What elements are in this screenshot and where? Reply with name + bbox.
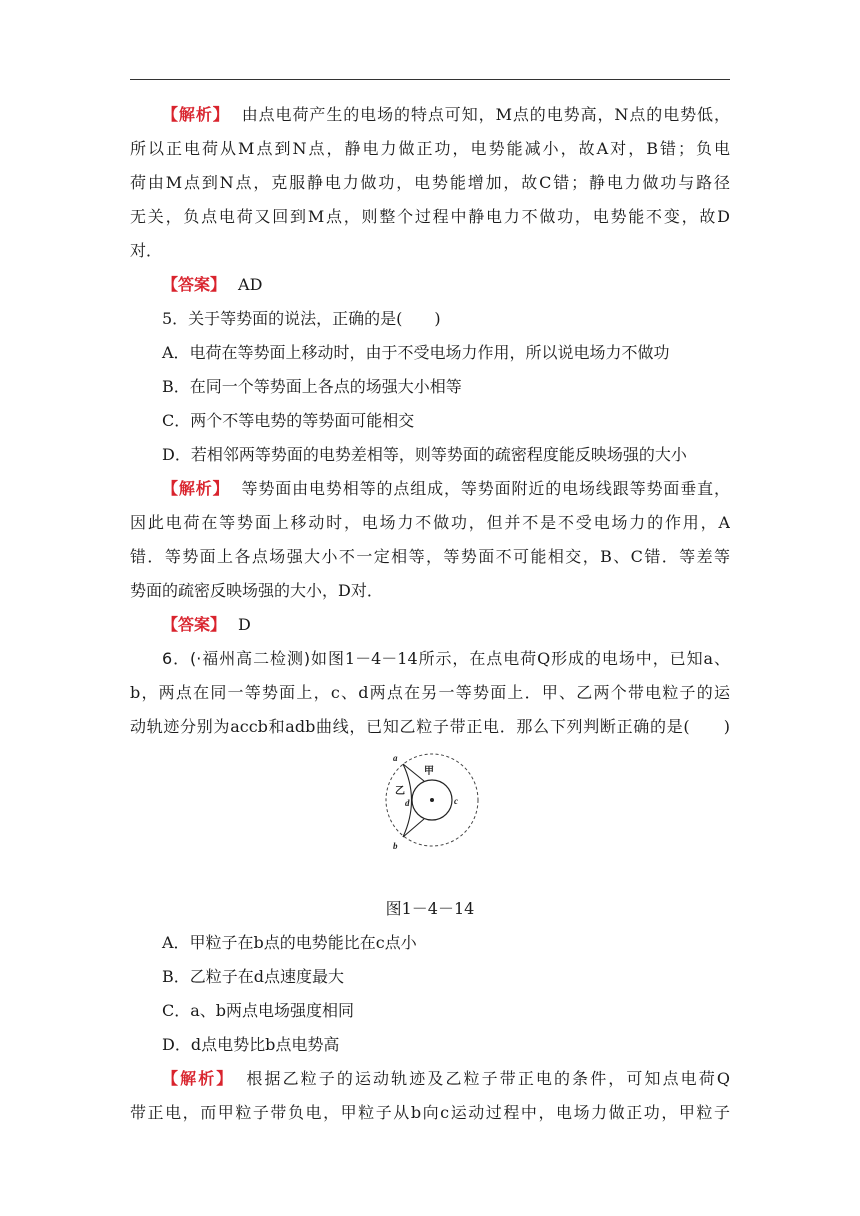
label-jia: 甲	[424, 766, 434, 777]
text-line	[130, 438, 730, 472]
label-yi: 乙	[395, 786, 405, 797]
line-text: 无关，负点电荷又回到M点，则整个过程中静电力不做功，电势能不变，故D	[130, 207, 730, 226]
text-line	[130, 1028, 730, 1062]
line-text: 带正电，而甲粒子带负电，甲粒子从b向c运动过程中，电场力做正功，甲粒子	[130, 1103, 730, 1122]
text-line	[130, 994, 730, 1028]
line-text: B．在同一个等势面上各点的场强大小相等	[162, 377, 462, 396]
section-tag: 【解析】	[162, 1069, 235, 1088]
figure-caption	[130, 892, 730, 926]
section-tag: 【答案】	[162, 275, 227, 294]
line-text: 错．等势面上各点场强大小不一定相等，等势面不可能相交，B、C错．等差等	[130, 547, 730, 566]
text-line	[130, 98, 730, 132]
line-text: C．a、b两点电场强度相同	[162, 1001, 355, 1020]
text-line	[130, 404, 730, 438]
label-d: d	[405, 798, 410, 808]
label-b: b	[393, 841, 398, 851]
text-line	[130, 710, 730, 744]
document-body	[130, 98, 730, 1130]
question-source: 6．(·福州高二检测)	[162, 649, 311, 668]
line-text: D．d点电势比b点电势高	[162, 1035, 340, 1054]
line-text: 势面的疏密反映场强的大小，D对．	[130, 581, 383, 600]
text-line	[130, 200, 730, 234]
line-text: D	[238, 615, 251, 634]
text-line	[130, 642, 730, 676]
label-a: a	[393, 753, 398, 763]
line-text: A．电荷在等势面上移动时，由于不受电场力作用，所以说电场力不做功	[162, 343, 670, 362]
text-line	[130, 926, 730, 960]
label-c: c	[454, 796, 458, 806]
header-rule	[130, 79, 730, 80]
text-line	[130, 1096, 730, 1130]
text-line	[130, 540, 730, 574]
text-line	[130, 336, 730, 370]
text-line	[130, 1062, 730, 1096]
line-text: 根据乙粒子的运动轨迹及乙粒子带正电的条件，可知点电荷Q	[246, 1069, 730, 1088]
line-text: b，两点在同一等势面上，c、d两点在另一等势面上．甲、乙两个带电粒子的运	[130, 683, 730, 702]
line-text: 因此电荷在等势面上移动时，电场力不做功，但并不是不受电场力的作用，A	[130, 513, 730, 532]
field-diagram	[380, 752, 480, 852]
line-text: 等势面由电势相等的点组成，等势面附近的电场线跟等势面垂直，	[241, 479, 730, 498]
line-text: 对．	[130, 241, 163, 260]
line-text: 由点电荷产生的电场的特点可知，M点的电势高，N点的电势低，	[241, 105, 730, 124]
line-text: 动轨迹分别为accb和adb曲线，已知乙粒子带正电．那么下列判断正确的是( )	[130, 717, 730, 736]
line-text: 如图1－4－14所示，在点电荷Q形成的电场中，已知a、	[310, 649, 730, 668]
text-line	[130, 608, 730, 642]
section-tag: 【解析】	[162, 479, 230, 498]
line-text: B．乙粒子在d点速度最大	[162, 967, 345, 986]
text-line	[130, 166, 730, 200]
text-line	[130, 574, 730, 608]
line-text: 所以正电荷从M点到N点，静电力做正功，电势能减小，故A对，B错；负电	[130, 139, 730, 158]
text-line	[130, 676, 730, 710]
text-line	[130, 234, 730, 268]
line-text: A．甲粒子在b点的电势能比在c点小	[162, 933, 417, 952]
section-tag: 【答案】	[162, 615, 227, 634]
text-line	[130, 268, 730, 302]
line-text: 图1－4－14	[385, 899, 475, 918]
text-line	[130, 472, 730, 506]
line-text: C．两个不等电势的等势面可能相交	[162, 411, 415, 430]
section-tag: 【解析】	[162, 105, 230, 124]
line-text: 荷由M点到N点，克服静电力做功，电势能增加，故C错；静电力做功与路径	[130, 173, 730, 192]
text-line	[130, 960, 730, 994]
line-text: 5．关于等势面的说法，正确的是( )	[162, 309, 441, 328]
text-line	[130, 506, 730, 540]
point-charge	[430, 798, 434, 802]
line-text: AD	[238, 275, 263, 294]
text-line	[130, 132, 730, 166]
text-line	[130, 370, 730, 404]
line-text: D．若相邻两等势面的电势差相等，则等势面的疏密程度能反映场强的大小	[162, 445, 687, 464]
text-line	[130, 302, 730, 336]
figure-1-4-14	[130, 744, 730, 892]
